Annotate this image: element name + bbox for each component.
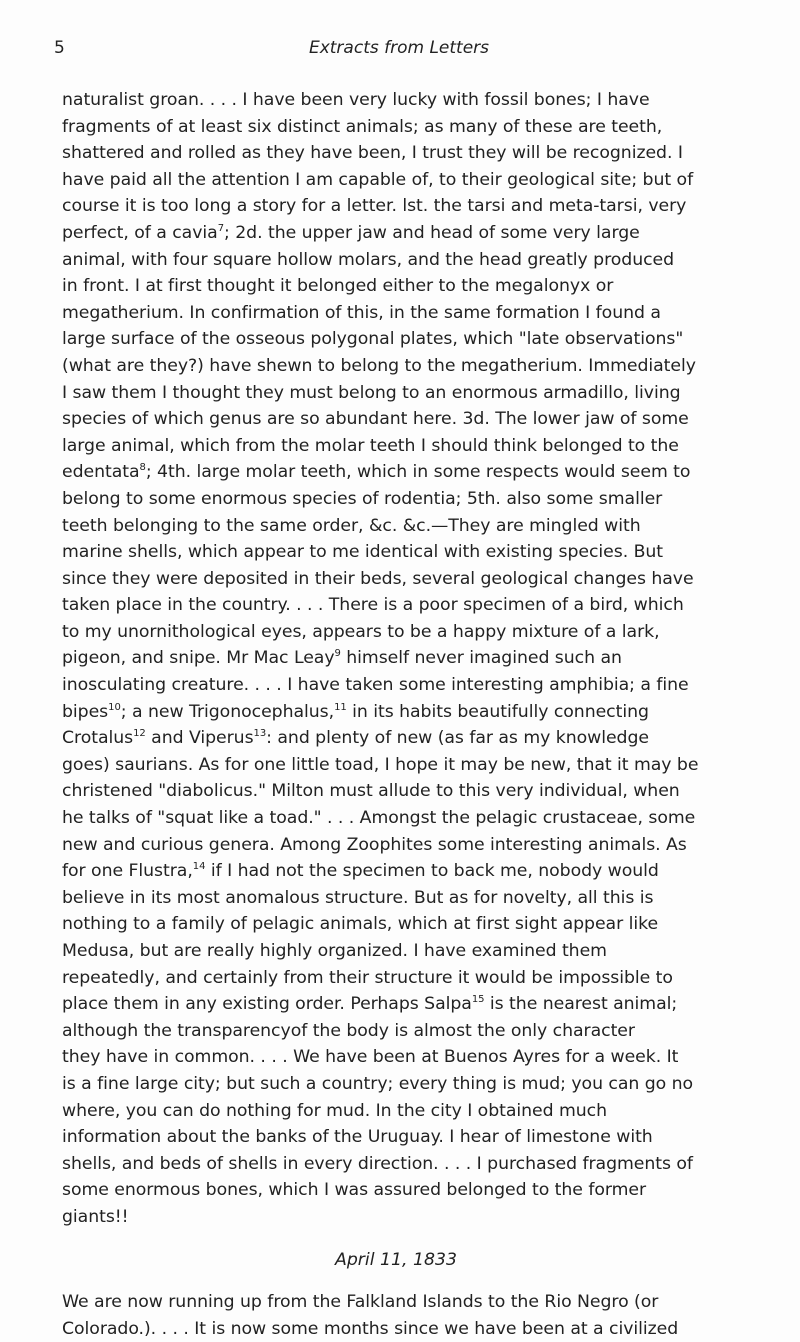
letter-text	[62, 87, 702, 1342]
text-line: for one Flustra,$^{14}$ if I had not the specimen to back me, nobody would	[62, 861, 659, 882]
text-line: I saw them I thought they must belong to an enormous armadillo, living	[62, 382, 681, 403]
text-line: bipes$^{10}$; a new Trigonocephalus,$^{11}$ in its habits beautifully connecting	[62, 701, 649, 722]
text-line: shattered and rolled as they have been, I trust they will be recognized. I	[62, 143, 683, 164]
text-line: species of which genus are so abundant here. 3d. The lower jaw of some	[62, 409, 689, 430]
text-line: Colorado.). . . . It is now some months since we have been at a civilized	[62, 1318, 679, 1339]
text-line: goes) saurians. As for one little toad, I hope it may be new, that it may be	[62, 754, 699, 775]
text-line: giants!!	[62, 1206, 129, 1227]
footnote-ref: 11	[334, 701, 347, 713]
text-line: pigeon, and snipe. Mr Mac Leay$^9$ himself never imagined such an	[62, 648, 622, 669]
text-line: shells, and beds of shells in every direction. . . . I purchased fragments of	[62, 1153, 693, 1174]
footnote-ref: 13	[253, 728, 267, 740]
running-head	[54, 38, 744, 62]
text-line: Crotalus$^{12}$ and Viperus$^{13}$: and plenty of new (as far as my knowledge	[62, 728, 649, 749]
text-line: edentata$^8$; 4th. large molar teeth, which in some respects would seem to	[62, 462, 691, 483]
text-line: is a fine large city; but such a country; every thing is mud; you can go no	[62, 1073, 694, 1094]
text-line: naturalist groan. . . . I have been very lucky with fossil bones; I have	[62, 90, 650, 110]
footnote-ref: 9	[334, 648, 341, 660]
text-line: large surface of the osseous polygonal plates, which "late observations"	[62, 329, 684, 350]
text-line: although the transparencyof the body is almost the only character	[62, 1020, 635, 1041]
text-line: (what are they?) have shewn to belong to the megatherium. Immediately	[62, 355, 696, 376]
footnote-ref: 8	[139, 462, 146, 474]
text-line: have paid all the attention I am capable of, to their geological site; but of	[62, 169, 694, 190]
text-line: perfect, of a cavia$^7$; 2d. the upper jaw and head of some very large	[62, 222, 640, 243]
text-line: megatherium. In confirmation of this, in the same formation I found a	[62, 302, 661, 323]
text-line: teeth belonging to the same order, &c. &c.—They are mingled with	[62, 515, 641, 536]
text-line: We are now running up from the Falkland Islands to the Rio Negro (or	[62, 1292, 659, 1313]
text-line: fragments of at least six distinct animals; as many of these are teeth,	[62, 116, 663, 137]
text-line: since they were deposited in their beds, several geological changes have	[62, 568, 694, 589]
footnote-ref: 7	[217, 222, 224, 234]
text-line: in front. I at first thought it belonged either to the megalonyx or	[62, 276, 614, 297]
text-line: repeatedly, and certainly from their structure it would be impossible to	[62, 967, 673, 988]
text-line: where, you can do nothing for mud. In the city I obtained much	[62, 1100, 608, 1121]
text-line: animal, with four square hollow molars, and the head greatly produced	[62, 249, 675, 270]
footnote-ref: 12	[133, 728, 146, 740]
closing-paragraph	[62, 1289, 702, 1342]
text-line: christened "diabolicus." Milton must allude to this very individual, when	[62, 781, 680, 802]
text-line: information about the banks of the Uruguay. I hear of limestone with	[62, 1127, 653, 1148]
text-line: marine shells, which appear to me identical with existing species. But	[62, 542, 664, 563]
text-line: inosculating creature. . . . I have taken some interesting amphibia; a fine	[62, 675, 689, 696]
text-line: taken place in the country. . . . There is a poor specimen of a bird, which	[62, 595, 684, 616]
text-line: place them in any existing order. Perhaps Salpa$^{15}$ is the nearest animal;	[62, 994, 678, 1015]
text-line: large animal, which from the molar teeth I should think belonged to the	[62, 435, 679, 456]
text-line: nothing to a family of pelagic animals, which at first sight appear like	[62, 914, 659, 935]
text-line: they have in common. . . . We have been at Buenos Ayres for a week. It	[62, 1047, 679, 1068]
footnote-ref: 15	[471, 994, 485, 1006]
letter-dateline: April 11, 1833	[335, 1249, 457, 1270]
page-number: 5	[54, 38, 65, 58]
text-line: belong to some enormous species of rodentia; 5th. also some smaller	[62, 488, 663, 509]
text-line: to my unornithological eyes, appears to be a happy mixture of a lark,	[62, 621, 660, 642]
text-line: he talks of "squat like a toad." . . . Amongst the pelagic crustaceae, some	[62, 808, 696, 829]
text-line: course it is too long a story for a letter. lst. the tarsi and meta-tarsi, very	[62, 196, 687, 217]
running-title: Extracts from Letters	[308, 38, 490, 58]
footnote-ref: 10	[108, 701, 121, 713]
text-line: Medusa, but are really highly organized. I have examined them	[62, 941, 607, 961]
text-line: some enormous bones, which I was assured belonged to the former	[62, 1180, 647, 1201]
footnote-ref: 14	[192, 861, 206, 873]
text-line: new and curious genera. Among Zoophites some interesting animals. As	[62, 834, 687, 855]
body-paragraph	[62, 87, 702, 1231]
text-line: believe in its most anomalous structure. But as for novelty, all this is	[62, 887, 654, 908]
